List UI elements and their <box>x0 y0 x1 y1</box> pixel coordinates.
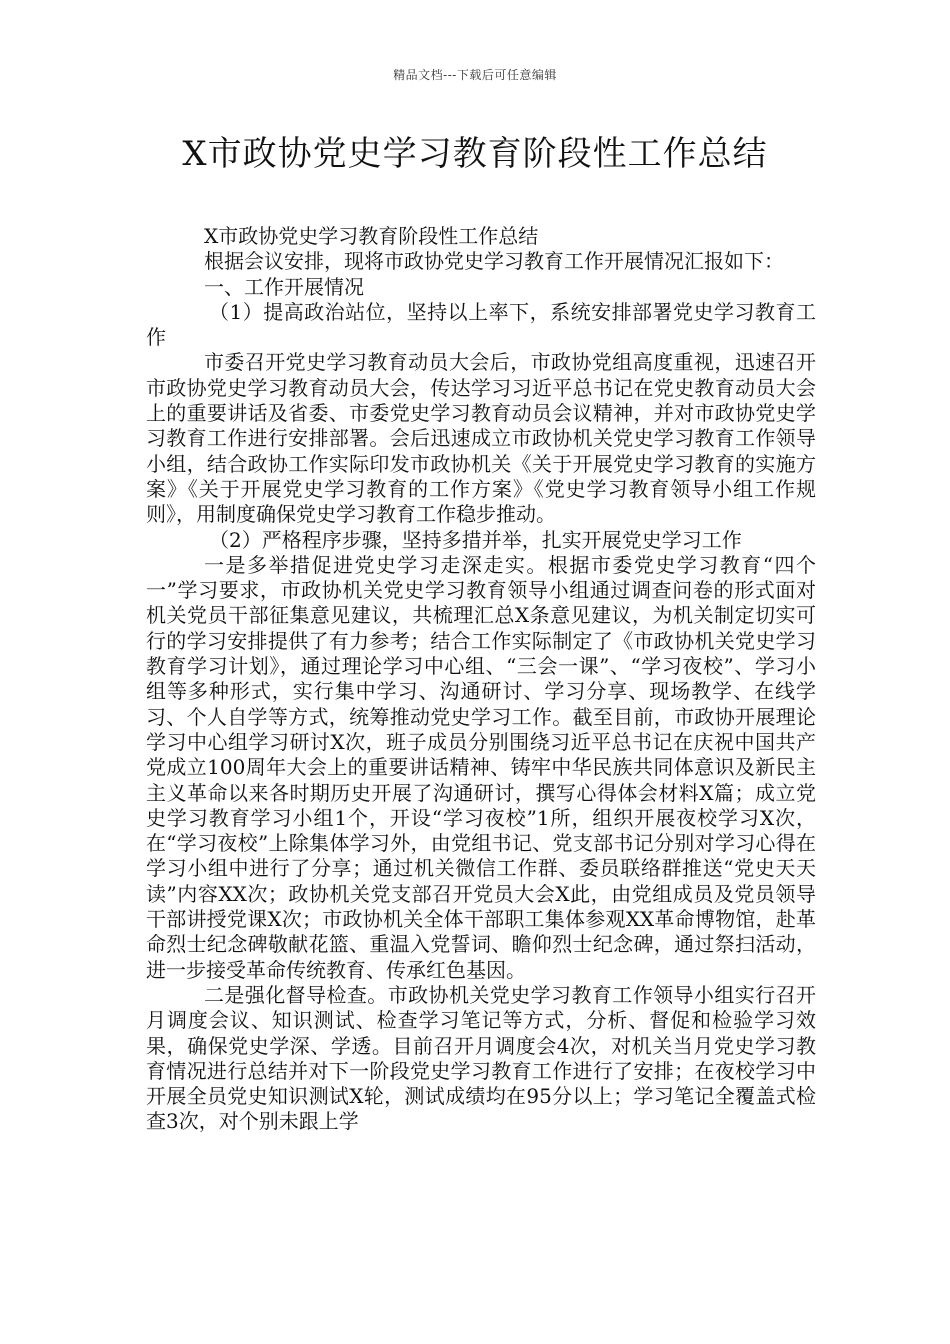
document-title: X市政协党史学习教育阶段性工作总结 <box>182 134 768 174</box>
body-heading-paragraph: X市政协党史学习教育阶段性工作总结 <box>204 224 539 248</box>
intro-paragraph: 根据会议安排，现将市政协党史学习教育工作开展情况汇报如下： <box>204 249 784 274</box>
body-paragraph-2: 一是多举措促进党史学习走深走实。根据市委党史学习教育“四个一”学习要求，市政协机关党史学习教育领导小组通过调查问卷的形式面对机关党员干部征集意见建议，共梳理汇总X条意见建议，为机关制定切实可行的学习安排提供了有力参考；结合工作实际制定了《市政协机关党史学习教育学习计划》，通过理论学习中心组、“三会一课”、“学习夜校”、学习小组等多种形式，实行集中学习、沟通研讨、学习分享、现场教学、在线学习、个人自学等方式，统筹推动党史学习工作。截至目前，市政协开展理论学习中心组学习研讨X次，班子成员分别围绕习近平总书记在庆祝中国共产党成立100周年大会上的重要讲话精神、铸牢中华民族共同体意识及新民主主义革命以来各时期历史开展了沟通研讨，撰写心得体会材料X篇；成立党史学习教育学习小组1个，开设“学习夜校”1所，组织开展夜校学习X次，在“学习夜校”上除集体学习外，由党组书记、党支部书记分别对学习心得在学习小组中进行了分享；通过机关微信工作群、委员联络群推送“党史天天读”内容XX次；政协机关党支部召开党员大会X此，由党组成员及党员领导干部讲授党课X次；市政协机关全体干部职工集体参观XX革命博物馆，赴革命烈士纪念碑敬献花篮、重温入党誓词、瞻仰烈士纪念碑，通过祭扫活动，进一步接受革命传统教育、传承红色基因。 <box>146 552 816 982</box>
section-heading-1: 一、工作开展情况 <box>204 274 364 299</box>
document-body <box>146 224 816 1135</box>
body-paragraph-1: 市委召开党史学习教育动员大会后，市政协党组高度重视，迅速召开市政协党史学习教育动员大会，传达学习习近平总书记在党史教育动员大会上的重要讲话及省委、市委党史学习教育动员会议精神，并对市政协党史学习教育工作进行安排部署。会后迅速成立市政协机关党史学习教育工作领导小组，结合政协工作实际印发市政协机关《关于开展党史学习教育的实施方案》《关于开展党史学习教育的工作方案》《党史学习教育领导小组工作规则》，用制度确保党史学习教育工作稳步推动。 <box>146 350 816 527</box>
header-note: 精品文档---下载后可任意编辑 <box>393 68 557 82</box>
subsection-heading-1: （1）提高政治站位，坚持以上率下，系统安排部署党史学习教育工作 <box>146 299 816 350</box>
body-paragraph-3: 二是强化督导检查。市政协机关党史学习教育工作领导小组实行召开月调度会议、知识测试、检查学习笔记等方式，分析、督促和检验学习效果，确保党史学深、学透。目前召开月调度会4次，对机关当月党史学习教育情况进行总结并对下一阶段党史学习教育工作进行了安排；在夜校学习中开展全员党史知识测试X轮，测试成绩均在95分以上；学习笔记全覆盖式检查3次，对个别未跟上学 <box>146 982 816 1134</box>
subsection-heading-2: （2）严格程序步骤，坚持多措并举，扎实开展党史学习工作 <box>209 527 742 552</box>
